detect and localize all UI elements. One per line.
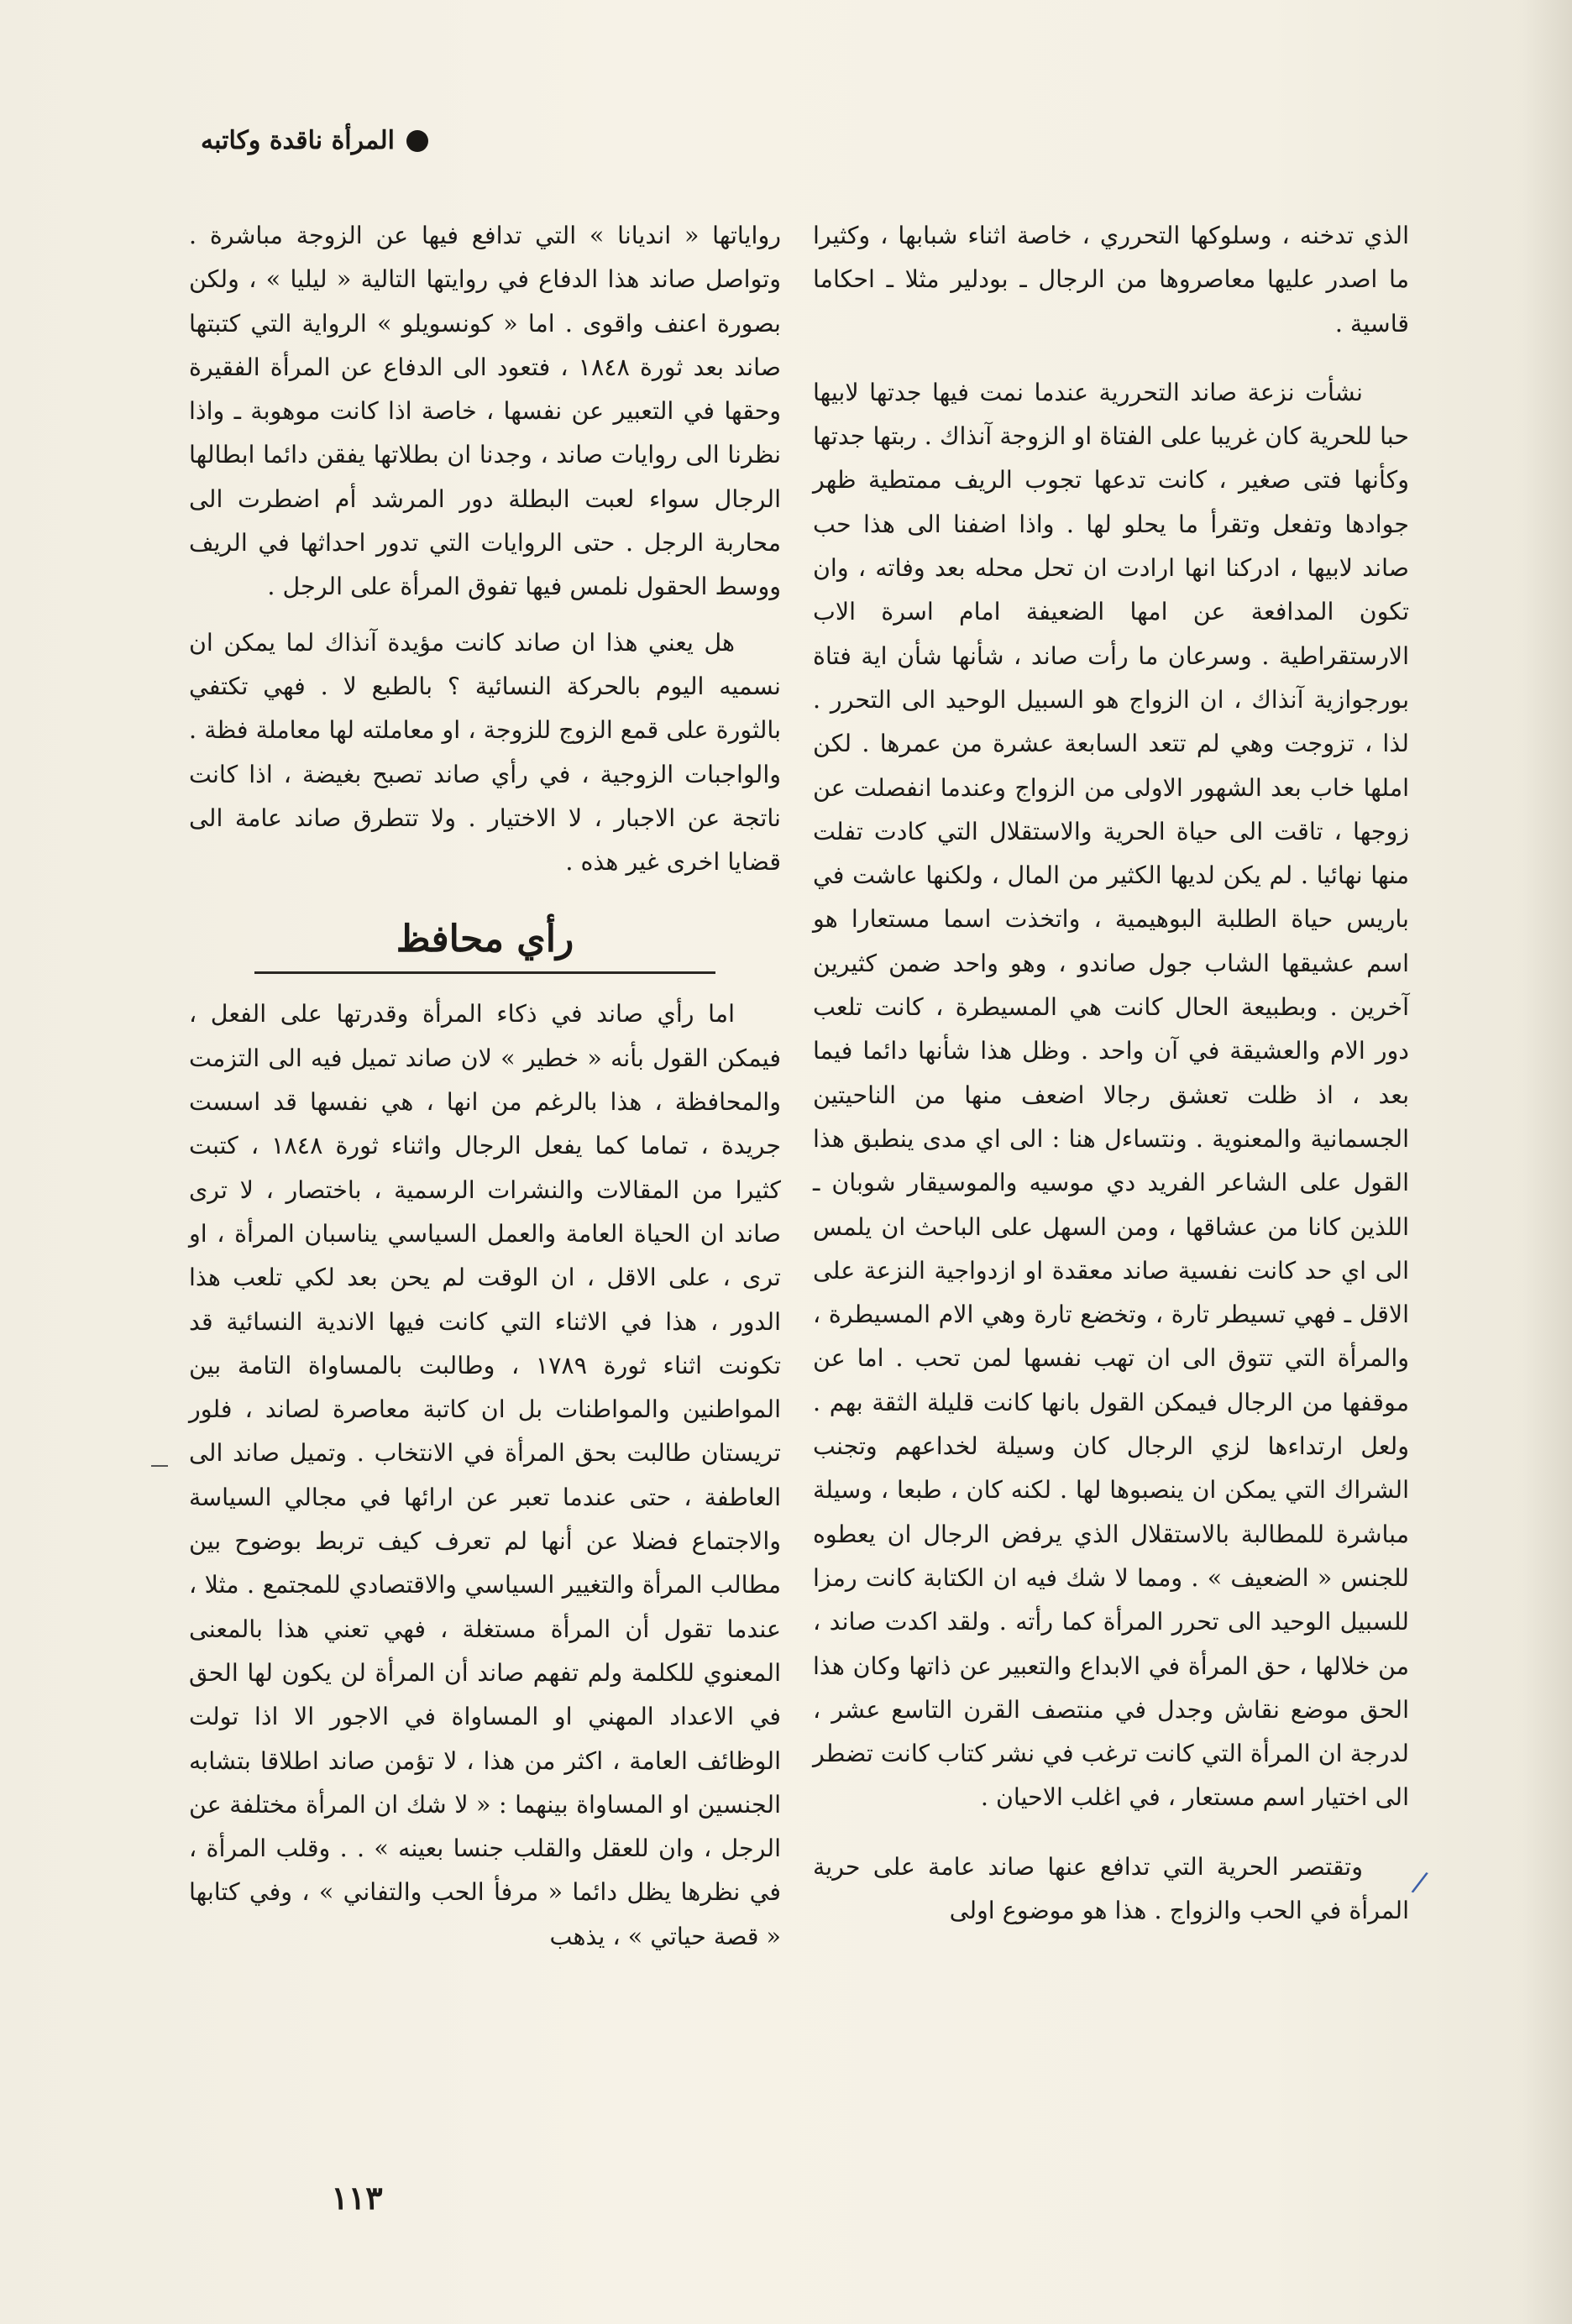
- paragraph-gap: [813, 1820, 1409, 1845]
- paragraph: رواياتها « انديانا » التي تدافع فيها عن الزوجة مباشرة . وتواصل صاند هذا الدفاع في روايتها التالية « ليليا » ، ولكن بصورة اعنف واقوى . اما « كونسويلو » الرواية التي كتبتها صاند بعد ثورة ١٨٤٨ ، فتعود الى الدفاع عن المرأة الفقيرة وحقها في التعبير عن نفسها ، خاصة اذا كانت موهوبة ـ واذا نظرنا الى روايات صاند ، وجدنا ان بطلاتها يفقن دائما ابطالها الرجال سواء لعبت البطلة دور المرشد أم اضطرت الى محاربة الرجل . حتى الروايات التي تدور احداثها في الريف ووسط الحقول نلمس فيها تفوق المرأة على الرجل .: [189, 222, 781, 601]
- running-head-text: المرأة ناقدة وكاتبه: [200, 126, 395, 155]
- pen-mark-icon: /: [1409, 1865, 1430, 1900]
- left-column: [189, 214, 781, 1959]
- paragraph: هل يعني هذا ان صاند كانت مؤيدة آنذاك لما يمكن ان نسميه اليوم بالحركة النسائية ؟ بالطبع لا . فهي تكتفي بالثورة على قمع الزوج للزوجة ، او معاملته لها معاملة فظة . والواجبات الزوجية ، في رأي صاند تصبح بغيضة ، اذا كانت ناتجة عن الاجبار ، لا الاختيار . ولا تتطرق صاند عامة الى قضايا اخرى غير هذه .: [189, 628, 781, 877]
- page-edge-shadow: [1522, 0, 1572, 2324]
- paragraph-gap: [189, 610, 781, 621]
- running-head: [151, 126, 428, 155]
- margin-mark: [151, 1465, 168, 1467]
- paragraph-gap: [813, 346, 1409, 371]
- paragraph: الذي تدخنه ، وسلوكها التحرري ، خاصة اثناء شبابها ، وكثيرا ما اصدر عليها معاصروها من الرجال ـ بودلير مثلا ـ احكاما قاسية .: [813, 222, 1409, 338]
- section-divider: [254, 971, 716, 974]
- right-column: [813, 214, 1409, 1933]
- bullet-icon: [406, 130, 428, 152]
- paragraph: نشأت نزعة صاند التحررية عندما نمت فيها جدتها لابيها حبا للحرية كان غريبا على الفتاة او الزوجة آنذاك . ربتها جدتها وكأنها فتى صغير ، كانت تدعها تجوب الريف ممتطية ظهر جوادها وتفعل وتقرأ ما يحلو لها . واذا اضفنا الى هذا حب صاند لابيها ، ادركنا انها ارادت ان تحل محله بعد وفاته ، وان تكون المدافعة عن امها الضعيفة امام اسرة الاب الارستقراطية . وسرعان ما رأت صاند ، شأنها شأن اية فتاة بورجوازية آنذاك ، ان الزواج هو السبيل الوحيد الى التحرر . لذا ، تزوجت وهي لم تتعد السابعة عشرة من عمرها . لكن املها خاب بعد الشهور الاولى من الزواج وعندما انفصلت عن زوجها ، تاقت الى حياة الحرية والاستقلال التي كادت تفلت منها نهائيا . لم يكن لديها الكثير من المال ، ولكنها عاشت في باريس حياة الطلبة البوهيمية ، واتخذت اسما مستعارا هو اسم عشيقها الشاب جول صاندو ، وهو واحد ضمن كثيرين آخرين . وبطبيعة الحال كانت هي المسيطرة ، كانت تلعب دور الام والعشيقة في آن واحد . وظل هذا شأنها دائما فيما بعد ، اذ ظلت تعشق رجالا اضعف منها من الناحيتين الجسمانية والمعنوية . ونتساءل هنا : الى اي مدى ينطبق هذا القول على الشاعر الفريد دي موسيه والموسيقار شوبان ـ اللذين كانا من عشاقها ، ومن السهل على الباحث ان يلمس الى اي حد كانت نفسية صاند معقدة او ازدواجية النزعة على الاقل ـ فهي تسيطر تارة ، وتخضع تارة وهي الام المسيطرة ، والمرأة التي تتوق الى ان تهب نفسها لمن تحب . اما عن موقفها من الرجال فيمكن القول بانها كانت قليلة الثقة بهم . ولعل ارتداءها لزي الرجال كان وسيلة لخداعهم وتجنب الشراك التي يمكن ان ينصبوها لها . لكنه كان ، طبعا ، وسيلة مباشرة للمطالبة بالاستقلال الذي يرفض الرجال ان يعطوه للجنس « الضعيف » . ومما لا شك فيه ان الكتابة كانت رمزا للسبيل الوحيد الى تحرر المرأة كما رأته . ولقد اكدت صاند ، من خلالها ، حق المرأة في الابداع والتعبير عن ذاتها وكان هذا الحق موضع نقاش وجدل في منتصف القرن التاسع عشر ، لدرجة ان المرأة التي كانت ترغب في نشر كتاب كانت تضطر الى اختيار اسم مستعار ، في اغلب الاحيان .: [813, 378, 1410, 1812]
- page-number: ١١٣: [331, 2179, 383, 2217]
- section-title: رأي محافظ: [396, 918, 574, 961]
- paragraph: وتقتصر الحرية التي تدافع عنها صاند عامة على حرية المرأة في الحب والزواج . هذا هو موضوع اولى: [813, 1852, 1409, 1924]
- paragraph: اما رأي صاند في ذكاء المرأة وقدرتها على الفعل ، فيمكن القول بأنه « خطير » لان صاند تميل فيه الى التزمت والمحافظة ، هذا بالرغم من انها ، هي نفسها قد اسست جريدة ، تماما كما يفعل الرجال واثناء ثورة ١٨٤٨ ، كتبت كثيرا من المقالات والنشرات الرسمية ، باختصار ، لا ترى صاند ان الحياة العامة والعمل السياسي يناسبان المرأة ، او ترى ، على الاقل ، ان الوقت لم يحن بعد لكي تلعب هذا الدور ، هذا في الاثناء التي كانت فيها الاندية النسائية قد تكونت اثناء ثورة ١٧٨٩ ، وطالبت بالمساواة التامة بين المواطنين والمواطنات بل ان كاتبة معاصرة لصاند ، فلور تريستان طالبت بحق المرأة في الانتخاب . وتميل صاند الى العاطفة ، حتى عندما تعبر عن ارائها في مجالي السياسة والاجتماع فضلا عن أنها لم تعرف كيف تربط بوضوح بين مطالب المرأة والتغيير السياسي والاقتصادي للمجتمع . مثلا ، عندما تقول أن المرأة مستغلة ، فهي تعني هذا بالمعنى المعنوي للكلمة ولم تفهم صاند أن المرأة لن يكون لها الحق في الاعداد المهني او المساواة في الاجور الا اذا تولت الوظائف العامة ، اكثر من هذا ، لا تؤمن صاند اطلاقا بتشابه الجنسين او المساواة بينهما : « لا شك ان المرأة مختلفة عن الرجل ، وان للعقل والقلب جنسا بعينه » . . وقلب المرأة ، في نظرها يظل دائما « مرفأ الحب والتفاني » ، وفي كتابها « قصة حياتي » ، يذهب: [189, 1000, 781, 1950]
